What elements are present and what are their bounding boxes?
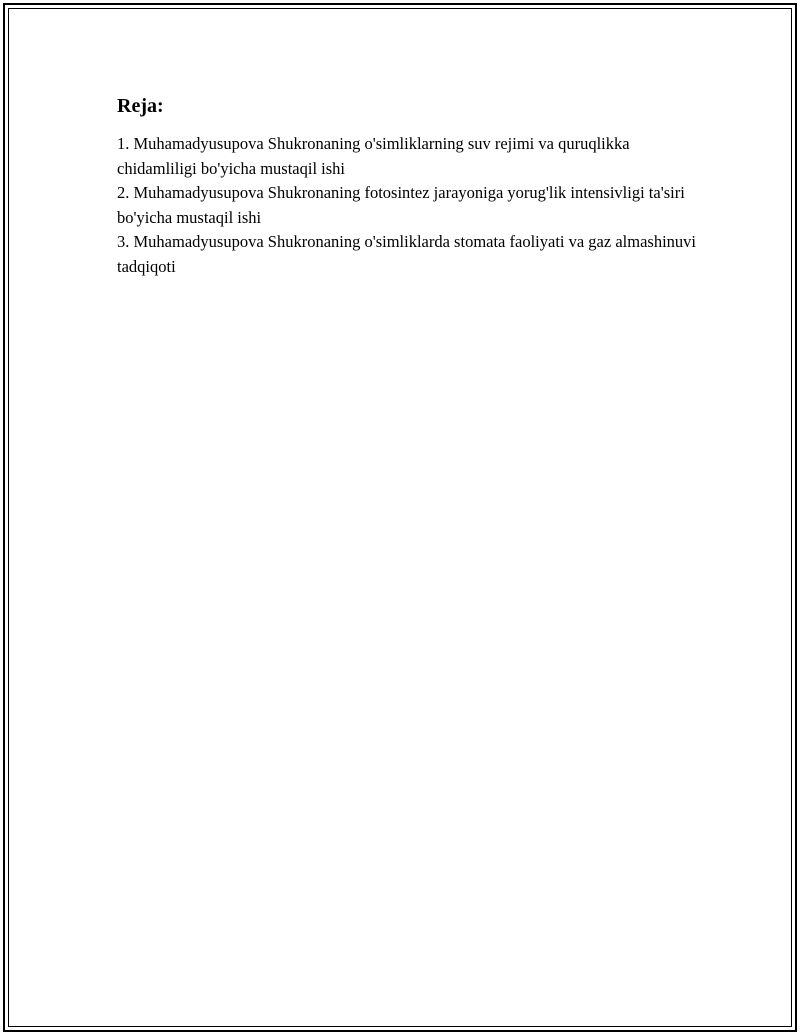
plan-item-3: 3. Muhamadyusupova Shukronaning o'simliklarda stomata faoliyati va gaz almashinuvi tadqiqoti	[117, 232, 696, 276]
plan-item-1: 1. Muhamadyusupova Shukronaning o'simliklarning suv rejimi va quruqlikka chidamliligi bo'yicha mustaqil ishi	[117, 134, 630, 178]
plan-heading: Reja:	[117, 95, 164, 117]
plan-list	[117, 132, 697, 279]
document-content	[117, 92, 697, 279]
plan-item-2: 2. Muhamadyusupova Shukronaning fotosintez jarayoniga yorug'lik intensivligi ta'siri bo'yicha mustaqil ishi	[117, 183, 685, 227]
